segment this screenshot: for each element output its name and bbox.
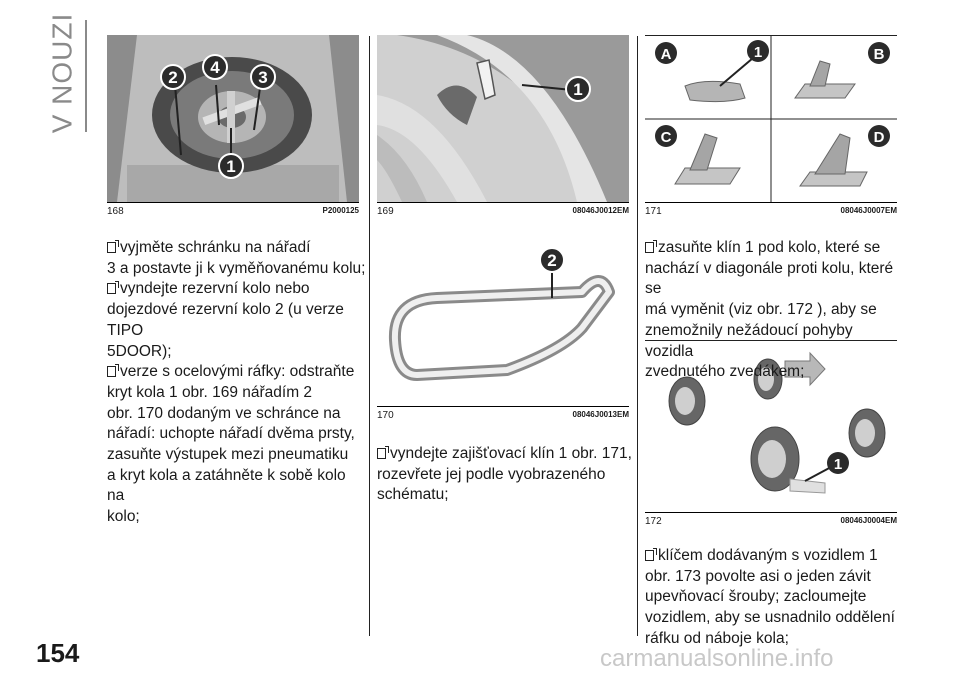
text-line-content: obr. 173 povolte asi o jeden závit — [645, 567, 871, 585]
text-line — [377, 485, 637, 506]
callout-badge — [827, 452, 849, 474]
text-line-content: a kryt kola a zatáhněte k sobě kolo na — [107, 466, 346, 505]
svg-text:2: 2 — [168, 68, 178, 87]
text-line — [645, 321, 905, 362]
text-line — [107, 424, 367, 445]
text-line-content: znemožnily nežádoucí pohyby vozidla — [645, 321, 853, 360]
text-line-content: klíčem dodávaným s vozidlem 1 — [658, 547, 878, 564]
column-divider-1 — [369, 36, 370, 636]
instructions-col3b — [645, 546, 905, 650]
text-line-content: nářadí: uchopte nářadí dvěma prsty, — [107, 425, 355, 443]
figure-169-wheel-cover-photo — [377, 35, 629, 202]
text-line-content: zasuňte klín 1 pod kolo, které se — [658, 239, 881, 256]
figure-169-caption: 169 08046J0012EM — [377, 202, 629, 219]
svg-text:1: 1 — [226, 157, 236, 176]
text-line-content: vyndejte zajišťovací klín 1 obr. 171, — [390, 445, 632, 462]
svg-text:4: 4 — [210, 58, 220, 77]
text-line-content: vyjměte schránku na nářadí — [120, 239, 311, 256]
text-line-content: verze s ocelovými ráfky: odstraňte — [120, 363, 355, 381]
text-line-content: nachází v diagonále proti kolu, které se — [645, 259, 894, 298]
text-line-content: zvednutého zvedákem; — [645, 363, 805, 381]
text-line — [377, 465, 637, 486]
text-line-content: dojezdové rezervní kolo 2 (u verze TIPO — [107, 301, 344, 339]
text-line-content: ráfku od náboje kola; — [645, 629, 789, 647]
text-line — [107, 238, 367, 259]
section-title: V NOUZI — [46, 12, 77, 134]
checkbox-icon — [377, 448, 386, 459]
callout-badge — [251, 65, 275, 89]
text-line — [107, 342, 367, 363]
text-line — [377, 444, 637, 465]
section-rule — [85, 20, 87, 132]
text-line — [645, 238, 905, 259]
callout-badge — [540, 248, 564, 272]
svg-text:2: 2 — [547, 251, 557, 270]
text-line — [107, 445, 367, 466]
callout-badge-letter — [655, 125, 677, 147]
figure-171-wedge-drawings — [645, 36, 897, 202]
text-line — [645, 362, 905, 383]
checkbox-icon — [107, 242, 116, 253]
text-line-content: obr. 170 dodaným ve schránce na — [107, 404, 341, 422]
text-line — [107, 383, 367, 404]
instructions-col1 — [107, 238, 367, 528]
text-line — [107, 279, 367, 300]
checkbox-icon — [645, 550, 654, 561]
figure-168-caption: 168 P2000125 — [107, 202, 359, 219]
text-line — [107, 404, 367, 425]
callout-badge — [219, 154, 243, 178]
instructions-col2 — [377, 444, 637, 506]
callout-badge-letter — [655, 42, 677, 64]
text-line — [107, 300, 367, 341]
svg-text:1: 1 — [573, 80, 583, 99]
svg-text:A: A — [660, 46, 672, 63]
text-line — [645, 608, 905, 629]
figure-172-caption: 172 08046J0004EM — [645, 512, 897, 529]
instructions-col3a — [645, 238, 905, 383]
text-line-content: schématu; — [377, 486, 449, 504]
page-number: 154 — [36, 638, 80, 668]
text-line-content: vyndejte rezervní kolo nebo — [120, 280, 310, 298]
callout-badge — [747, 40, 769, 62]
text-line — [645, 546, 905, 567]
svg-text:3: 3 — [258, 68, 268, 87]
text-line-content: kryt kola 1 obr. 169 nářadím 2 — [107, 383, 313, 401]
checkbox-icon — [107, 366, 116, 377]
checkbox-icon — [645, 242, 654, 253]
text-line-content: má vyměnit (viz obr. 172 ), aby se — [645, 301, 877, 319]
figure-170-tool-drawing — [377, 240, 629, 406]
text-line-content: 5DOOR); — [107, 342, 172, 360]
text-line-content: kolo; — [107, 508, 140, 526]
text-line-content: zasuňte výstupek mezi pneumatiku — [107, 446, 349, 464]
watermark: carmanualsonline.info — [600, 645, 834, 672]
svg-text:B: B — [873, 46, 885, 63]
figure-171-caption: 171 08046J0007EM — [645, 202, 897, 219]
svg-text:1: 1 — [833, 456, 843, 473]
text-line-content: vozidlem, aby se usnadnilo oddělení — [645, 609, 895, 627]
text-line-content: upevňovací šrouby; zacloumejte — [645, 588, 867, 606]
text-line — [107, 507, 367, 528]
text-line — [645, 587, 905, 608]
svg-text:D: D — [873, 129, 885, 146]
text-line — [645, 567, 905, 588]
text-line — [645, 259, 905, 300]
checkbox-icon — [107, 283, 116, 294]
text-line — [645, 300, 905, 321]
column-divider-2 — [637, 36, 638, 636]
figure-170-caption: 170 08046J0013EM — [377, 406, 629, 423]
text-line — [107, 259, 367, 280]
callout-badge-letter — [868, 125, 890, 147]
callout-badge — [203, 55, 227, 79]
text-line — [107, 362, 367, 383]
callout-badge — [566, 77, 590, 101]
callout-badge-letter — [868, 42, 890, 64]
text-line — [107, 466, 367, 507]
callout-badge — [161, 65, 185, 89]
text-line-content: rozevřete jej podle vyobrazeného — [377, 465, 606, 483]
text-line-content: 3 a postavte ji k vyměňovanému kolu; — [107, 259, 366, 277]
svg-text:C: C — [660, 129, 672, 146]
svg-text:1: 1 — [753, 44, 763, 61]
figure-168-trunk-photo — [107, 35, 359, 202]
